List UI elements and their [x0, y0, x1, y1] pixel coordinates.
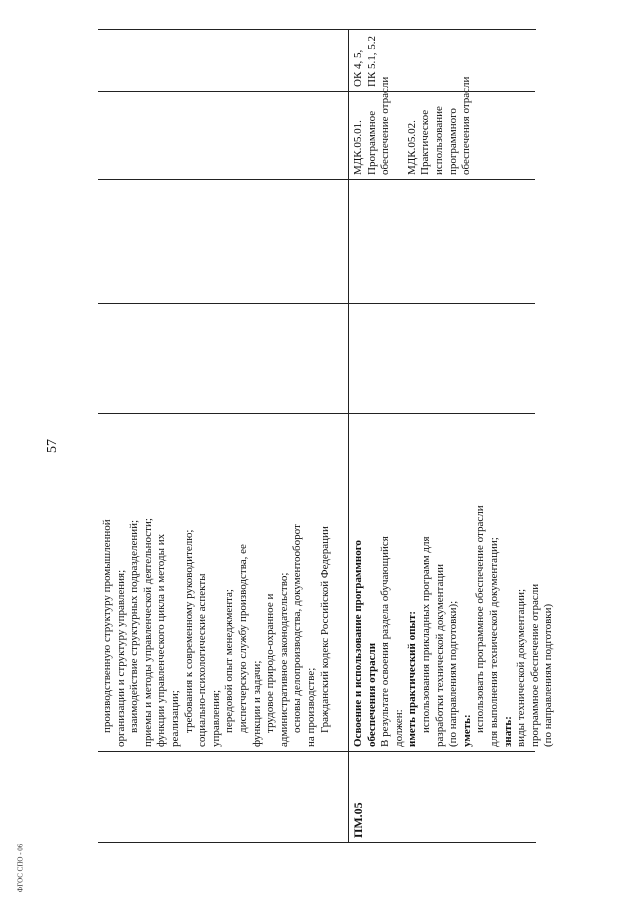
mdk-block: [405, 76, 474, 175]
page-number: 57: [45, 439, 60, 453]
text-line: требования к современному руководителю;: [182, 529, 195, 733]
text-line: Освоение и использование программного: [352, 540, 364, 747]
text-line: (по направлениям подготовки): [542, 603, 555, 747]
curriculum-table: [98, 29, 555, 843]
module-code: ПМ.05: [351, 802, 365, 838]
text-line: приемы и методы управленческой деятельности;: [141, 518, 154, 747]
text-line: организации и структуру управления;: [114, 569, 127, 747]
text-line: производственную структуру промышленной: [101, 519, 113, 733]
text-line: программное обеспечение отрасли: [528, 583, 541, 747]
text-line: иметь практический опыт:: [406, 610, 419, 747]
mdk-line: программного: [446, 108, 459, 175]
mdk-line: Программное: [365, 110, 378, 175]
mdk-line: Практическое: [419, 109, 432, 175]
content-cell: [98, 414, 348, 752]
index-cell: [349, 752, 535, 842]
index-cell: [98, 752, 348, 842]
hours-cell: [98, 180, 348, 304]
text-line: Гражданский кодекс Российской Федерации: [318, 526, 331, 733]
text-line: должен:: [392, 709, 405, 747]
text-line: социально-психологические аспекты: [196, 573, 209, 747]
text-line: использования прикладных программ для: [419, 536, 432, 733]
text-line: разработки технической документации: [433, 563, 446, 747]
competency-line: ОК 4, 5,: [352, 49, 364, 87]
text-line: функции и задачи;: [250, 660, 263, 747]
text-line: уметь:: [460, 714, 473, 747]
mdk-cell: [349, 76, 535, 180]
text-line: основы делопроизводства, документооборот: [291, 524, 304, 733]
text-line: передовой опыт менеджмента;: [223, 589, 236, 733]
text-line: виды технической документации;: [515, 588, 528, 747]
text-line: для выполнения технической документации;: [487, 537, 500, 747]
text-line: использовать программное обеспечение отрасли: [474, 505, 487, 733]
competency-cell: [349, 30, 535, 92]
text-line: реализации;: [168, 690, 181, 747]
text-line: обеспечения отрасли: [365, 642, 378, 747]
hours-cell: [349, 180, 535, 304]
mdk-line: обеспечения отрасли: [460, 76, 473, 175]
hours-cell: [98, 304, 348, 414]
text-line: на производстве;: [304, 667, 317, 747]
competency-cell: [98, 30, 348, 92]
text-line: В результате освоения раздела обучающийся: [379, 536, 392, 747]
text-line: взаимодействие структурных подразделений;: [128, 519, 141, 733]
table-row: [349, 30, 555, 842]
competency-line: ПК 5.1, 5.2: [365, 35, 378, 87]
text-line: диспетчерскую службу производства, ее: [236, 544, 249, 733]
text-line: (по направлениям подготовки);: [447, 600, 460, 747]
hours-cell: [349, 304, 535, 414]
mdk-block: [352, 76, 393, 175]
mdk-cell: [98, 92, 348, 180]
table-row: [98, 30, 349, 842]
content-cell: [349, 414, 555, 752]
mdk-line: МДК.05.01.: [352, 120, 364, 175]
text-line: трудовое природо-охранное и: [264, 593, 277, 733]
mdk-line: МДК.05.02.: [405, 120, 418, 175]
mdk-line: обеспечение отрасли: [379, 76, 392, 175]
mdk-line: использование: [432, 106, 445, 175]
text-line: знать:: [501, 716, 514, 747]
text-line: функции управленческого цикла и методы их: [155, 533, 168, 747]
text-line: управления;: [209, 689, 222, 747]
text-line: административное законодательство;: [277, 572, 290, 747]
footer-code: ФГОС СПО - 06: [16, 843, 25, 893]
